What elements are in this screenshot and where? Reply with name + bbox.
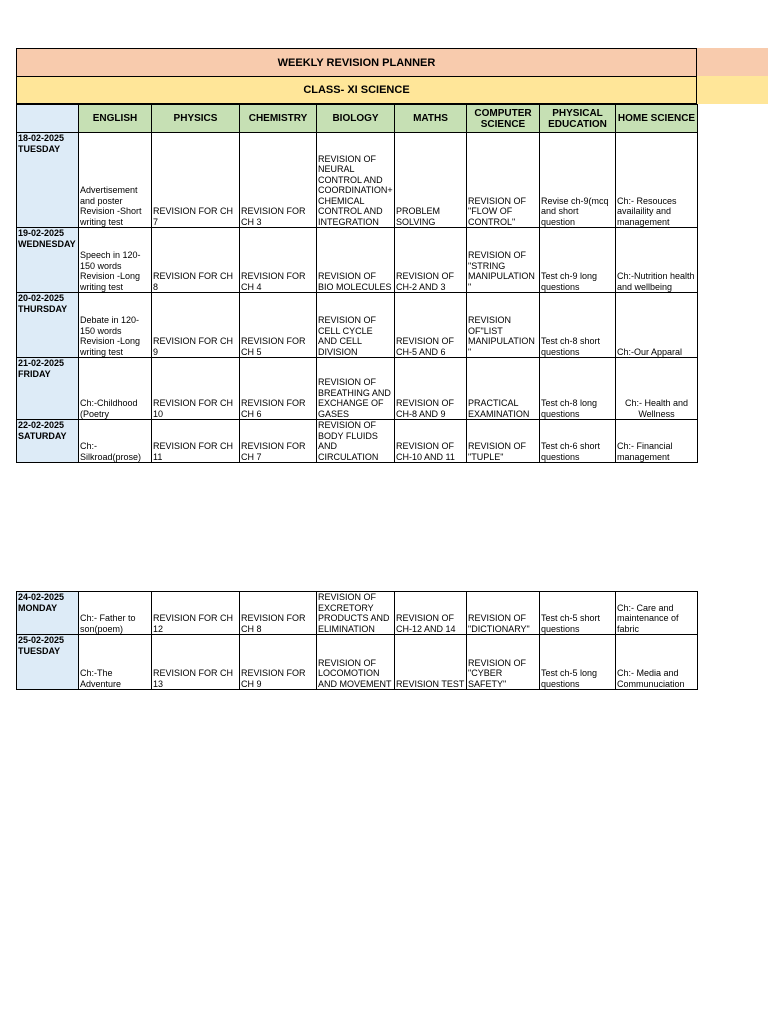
header-physical-education: PHYSICAL EDUCATION [540,105,616,133]
class-band-extension [697,76,768,104]
cell-physics: REVISION FOR CH 12 [152,592,240,635]
table-row [17,228,698,293]
table-row [17,420,698,463]
cell-home-science: Ch:-Our Apparal [616,293,698,358]
cell-chemistry: REVISION FOR CH 5 [240,293,317,358]
cell-english: Ch:- Silkroad(prose) [79,420,152,463]
header-biology: BIOLOGY [317,105,395,133]
cell-biology: REVISION OF BREATHING AND EXCHANGE OF GASES [317,358,395,420]
header-computer-science: COMPUTER SCIENCE [467,105,540,133]
cell-english: Speech in 120-150 words Revision -Long writing test [79,228,152,293]
cell-biology: REVISION OF NEURAL CONTROL AND COORDINATION+ CHEMICAL CONTROL AND INTEGRATION [317,133,395,228]
cell-computer-science: REVISION OF "TUPLE" [467,420,540,463]
cell-biology: REVISION OF CELL CYCLE AND CELL DIVISION [317,293,395,358]
cell-home-science: Ch:-Nutrition health and wellbeing [616,228,698,293]
cell-chemistry: REVISION FOR CH 8 [240,592,317,635]
class-label: CLASS- XI SCIENCE [16,76,697,104]
cell-computer-science: PRACTICAL EXAMINATION [467,358,540,420]
header-maths: MATHS [395,105,467,133]
cell-maths: REVISION OF CH-2 AND 3 [395,228,467,293]
cell-english: Ch:- Father to son(poem) [79,592,152,635]
cell-english: Ch:-Childhood (Poetry [79,358,152,420]
cell-home-science: Ch:- Health and Wellness [616,358,698,420]
cell-chemistry: REVISION FOR CH 4 [240,228,317,293]
cell-home-science: Ch:- Resouces availaility and management [616,133,698,228]
cell-biology: REVISION OF BIO MOLECULES [317,228,395,293]
cell-maths: PROBLEM SOLVING [395,133,467,228]
cell-physical-education: Revise ch-9(mcq and short question [540,133,616,228]
title-band-extension [697,48,768,77]
cell-physics: REVISION FOR CH 10 [152,358,240,420]
day-cell: 25-02-2025 TUESDAY [17,635,79,690]
cell-chemistry: REVISION FOR CH 3 [240,133,317,228]
cell-biology: REVISION OF EXCRETORY PRODUCTS AND ELIMINATION [317,592,395,635]
cell-physics: REVISION FOR CH 7 [152,133,240,228]
cell-home-science: Ch:- Financial management [616,420,698,463]
cell-chemistry: REVISION FOR CH 6 [240,358,317,420]
cell-computer-science: REVISION OF "FLOW OF CONTROL" [467,133,540,228]
cell-physics: REVISION FOR CH 13 [152,635,240,690]
revision-table-week2 [16,591,698,690]
day-cell: 19-02-2025 WEDNESDAY [17,228,79,293]
cell-english: Debate in 120-150 words Revision -Long writing test [79,293,152,358]
cell-computer-science: REVISION OF "STRING MANIPULATION" [467,228,540,293]
cell-physics: REVISION FOR CH 9 [152,293,240,358]
cell-maths: REVISION OF CH-10 AND 11 [395,420,467,463]
cell-home-science: Ch:- Care and maintenance of fabric [616,592,698,635]
cell-physics: REVISION FOR CH 11 [152,420,240,463]
header-english: ENGLISH [79,105,152,133]
header-corner [17,105,79,133]
table-row [17,592,698,635]
cell-home-science: Ch:- Media and Communuciation [616,635,698,690]
cell-chemistry: REVISION FOR CH 9 [240,635,317,690]
cell-computer-science: REVISION OF "DICTIONARY" [467,592,540,635]
header-home-science: HOME SCIENCE [616,105,698,133]
table-row [17,358,698,420]
cell-physical-education: Test ch-6 short questions [540,420,616,463]
day-cell: 20-02-2025 THURSDAY [17,293,79,358]
planner-title: WEEKLY REVISION PLANNER [16,48,697,77]
day-cell: 21-02-2025 FRIDAY [17,358,79,420]
cell-english: Ch:-The Adventure [79,635,152,690]
cell-maths: REVISION OF CH-8 AND 9 [395,358,467,420]
day-cell: 22-02-2025 SATURDAY [17,420,79,463]
table-row [17,293,698,358]
day-cell: 18-02-2025 TUESDAY [17,133,79,228]
header-chemistry: CHEMISTRY [240,105,317,133]
header-physics: PHYSICS [152,105,240,133]
cell-maths: REVISION TEST [395,635,467,690]
day-cell: 24-02-2025 MONDAY [17,592,79,635]
header-row [17,105,698,133]
cell-physical-education: Test ch-5 short questions [540,592,616,635]
cell-biology: REVISION OF BODY FLUIDS AND CIRCULATION [317,420,395,463]
cell-computer-science: REVISION OF"LIST MANIPULATION" [467,293,540,358]
cell-computer-science: REVISION OF "CYBER SAFETY" [467,635,540,690]
cell-maths: REVISION OF CH-12 AND 14 [395,592,467,635]
cell-physical-education: Test ch-9 long questions [540,228,616,293]
cell-physical-education: Test ch-5 long questions [540,635,616,690]
cell-chemistry: REVISION FOR CH 7 [240,420,317,463]
cell-physics: REVISION FOR CH 8 [152,228,240,293]
revision-table-week1 [16,104,698,463]
table-row [17,133,698,228]
cell-english: Advertisement and poster Revision -Short writing test [79,133,152,228]
table-row [17,635,698,690]
cell-physical-education: Test ch-8 long questions [540,358,616,420]
cell-maths: REVISION OF CH-5 AND 6 [395,293,467,358]
cell-physical-education: Test ch-8 short questions [540,293,616,358]
cell-biology: REVISION OF LOCOMOTION AND MOVEMENT [317,635,395,690]
